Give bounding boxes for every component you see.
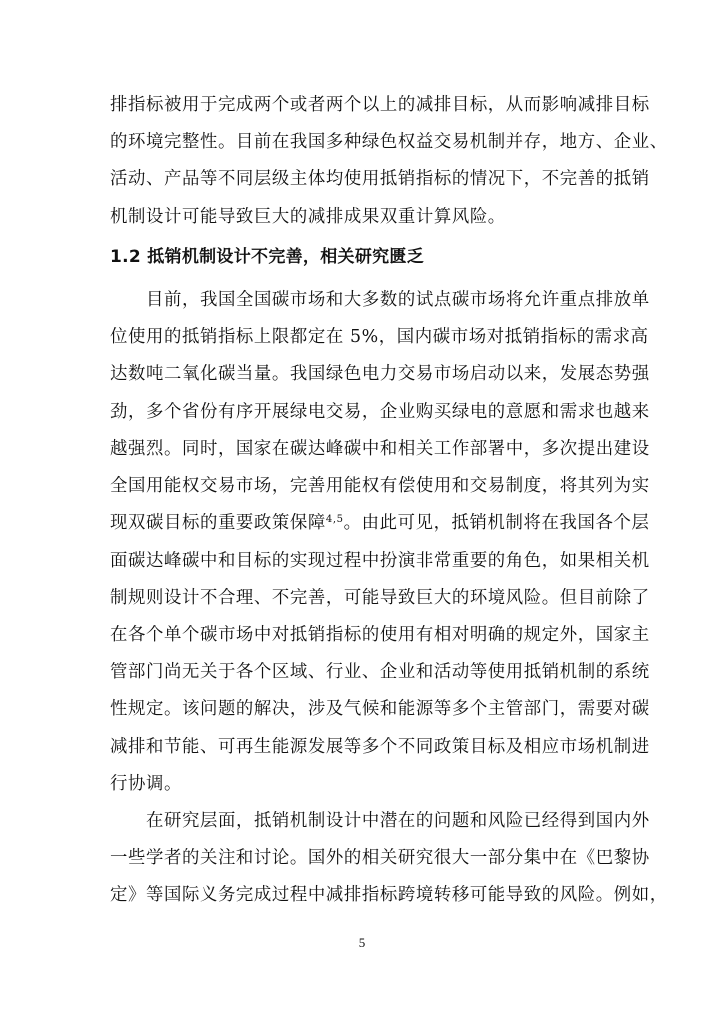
text-line: 管部门尚无关于各个区域、行业、企业和活动等使用抵销机制的系统 xyxy=(110,662,650,682)
page-number: 5 xyxy=(358,935,366,950)
text-segment: 。由此可见，抵销机制将在我国各个层 xyxy=(343,513,650,533)
text-line: 定》等国际义务完成过程中减排指标跨境转移可能导致的风险。例如， xyxy=(110,885,668,905)
text-line: 位使用的抵销指标上限都定在 5%，国内碳市场对抵销指标的需求高 xyxy=(110,327,649,347)
text-line: 行协调。 xyxy=(110,774,182,794)
text-line: 面碳达峰碳中和目标的实现过程中扮演非常重要的角色，如果相关机 xyxy=(110,551,650,571)
text-line: 达数吨二氧化碳当量。我国绿色电力交易市场启动以来，发展态势强 xyxy=(110,364,650,384)
section-heading: 1.2 抵销机制设计不完善，相关研究匮乏 xyxy=(110,247,425,267)
text-line: 在研究层面，抵销机制设计中潜在的问题和风险已经得到国内外 xyxy=(146,811,650,831)
text-line: 活动、产品等不同层级主体均使用抵销指标的情况下，不完善的抵销 xyxy=(110,169,650,189)
text-line: 劲，多个省份有序开展绿电交易，企业购买绿电的意愿和需求也越来 xyxy=(110,402,650,422)
text-line-with-citation xyxy=(110,511,650,535)
text-line: 在各个单个碳市场中对抵销指标的使用有相对明确的规定外，国家主 xyxy=(110,625,650,645)
text-line: 目前，我国全国碳市场和大多数的试点碳市场将允许重点排放单 xyxy=(146,290,650,310)
text-line: 全国用能权交易市场，完善用能权有偿使用和交易制度，将其列为实 xyxy=(110,476,650,496)
text-line: 机制设计可能导致巨大的减排成果双重计算风险。 xyxy=(110,207,506,227)
text-segment: 现双碳目标的重要政策保障 xyxy=(110,513,326,533)
text-line: 减排和节能、可再生能源发展等多个不同政策目标及相应市场机制进 xyxy=(110,737,650,757)
text-line: 一些学者的关注和讨论。国外的相关研究很大一部分集中在《巴黎协 xyxy=(110,848,650,868)
citation-superscript: 4,5 xyxy=(325,514,344,525)
text-line: 制规则设计不合理、不完善，可能导致巨大的环境风险。但目前除了 xyxy=(110,588,650,608)
text-line: 越强烈。同时，国家在碳达峰碳中和相关工作部署中，多次提出建设 xyxy=(110,439,650,459)
text-line: 的环境完整性。目前在我国多种绿色权益交易机制并存，地方、企业、 xyxy=(110,132,668,152)
text-line: 性规定。该问题的解决，涉及气候和能源等多个主管部门，需要对碳 xyxy=(110,699,650,719)
text-line: 排指标被用于完成两个或者两个以上的减排目标，从而影响减排目标 xyxy=(110,95,650,115)
